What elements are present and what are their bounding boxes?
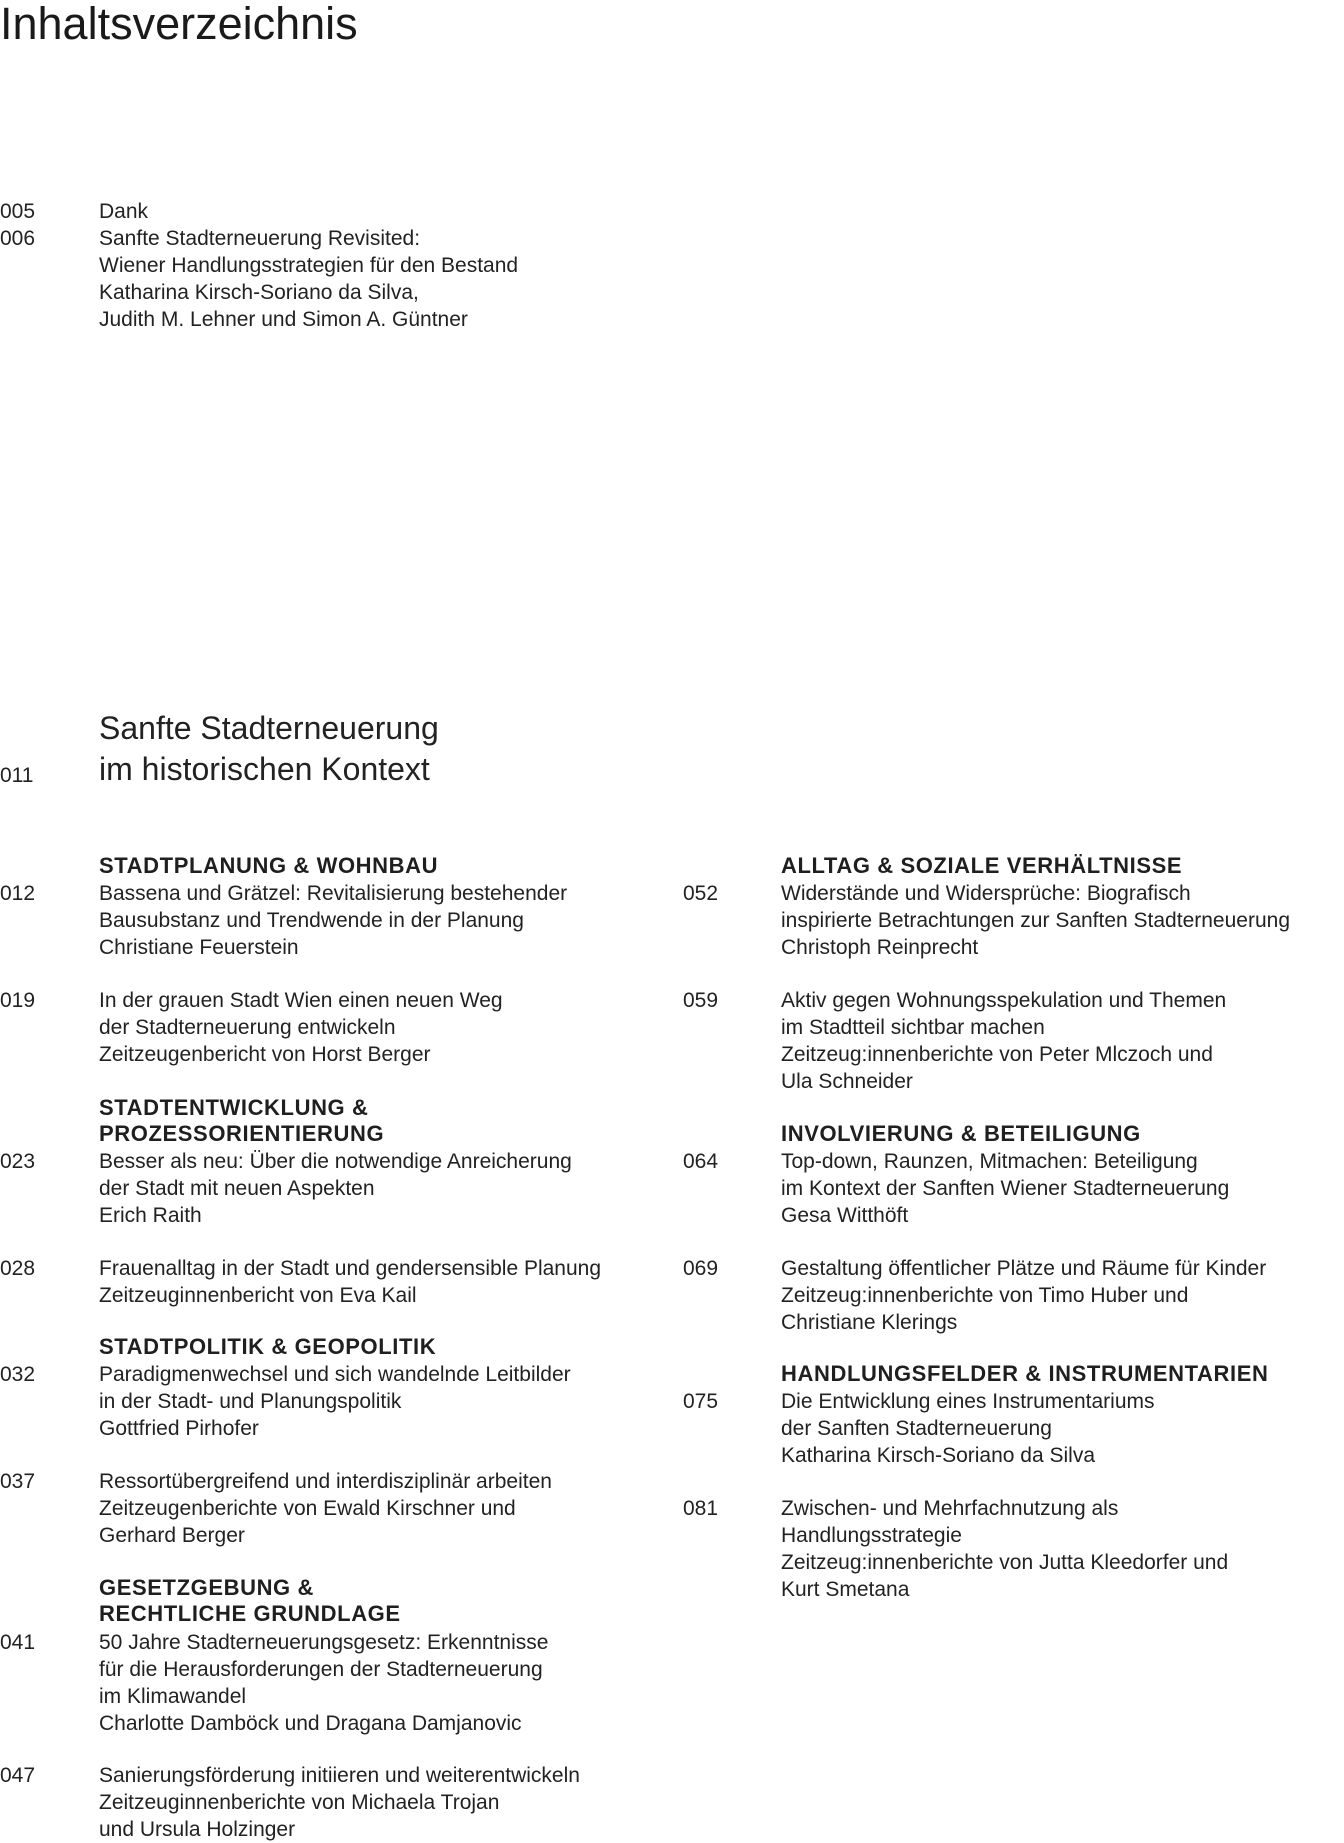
toc-entry-037[interactable] bbox=[0, 1468, 660, 1549]
entry-text: Sanierungsförderung initiieren und weiterentwickeln Zeitzeuginnenberichte von Michaela Trojan und Ursula Holzinger bbox=[99, 1764, 580, 1841]
toc-entry-012[interactable] bbox=[0, 880, 660, 961]
page-number: 059 bbox=[683, 989, 719, 1012]
page-number: 032 bbox=[0, 1363, 36, 1386]
page-number: 012 bbox=[0, 882, 36, 905]
toc-entry-041[interactable] bbox=[0, 1629, 660, 1737]
toc-entry-069[interactable] bbox=[683, 1255, 1343, 1336]
page-number: 069 bbox=[683, 1257, 719, 1280]
page-title: Inhaltsverzeichnis bbox=[0, 0, 358, 49]
toc-entry-005[interactable] bbox=[0, 198, 620, 225]
toc-entry-059[interactable] bbox=[683, 987, 1343, 1095]
entry-text: Frauenalltag in der Stadt und gendersensible Planung Zeitzeuginnenbericht von Eva Kail bbox=[99, 1257, 602, 1307]
page-number: 041 bbox=[0, 1631, 36, 1654]
entry-text: In der grauen Stadt Wien einen neuen Weg der Stadterneuerung entwickeln Zeitzeugenbericht von Horst Berger bbox=[99, 989, 503, 1066]
category-heading: STADTENTWICKLUNG & PROZESSORIENTIERUNG bbox=[99, 1095, 385, 1146]
category-heading: STADTPOLITIK & GEOPOLITIK bbox=[99, 1334, 437, 1359]
category-heading: GESETZGEBUNG & RECHTLICHE GRUNDLAGE bbox=[99, 1575, 401, 1626]
page-number: 005 bbox=[0, 200, 36, 223]
toc-entry-023[interactable] bbox=[0, 1148, 660, 1229]
category-heading: ALLTAG & SOZIALE VERHÄLTNISSE bbox=[781, 853, 1183, 878]
entry-text: Besser als neu: Über die notwendige Anreicherung der Stadt mit neuen Aspekten Erich Raith bbox=[99, 1150, 572, 1227]
entry-text: Paradigmenwechsel und sich wandelnde Leitbilder in der Stadt- und Planungspolitik Gottfried Pirhofer bbox=[99, 1363, 571, 1440]
page-number: 037 bbox=[0, 1470, 36, 1493]
page-number: 019 bbox=[0, 989, 36, 1012]
category-heading: INVOLVIERUNG & BETEILIGUNG bbox=[781, 1121, 1141, 1146]
toc-entry-064[interactable] bbox=[683, 1148, 1343, 1229]
entry-text: Die Entwicklung eines Instrumentariums der Sanften Stadterneuerung Katharina Kirsch-Soriano da Silva bbox=[781, 1390, 1155, 1467]
page-number: 064 bbox=[683, 1150, 719, 1173]
page-number: 052 bbox=[683, 882, 719, 905]
section-title-line: im historischen Kontext bbox=[99, 751, 430, 787]
page-number: 075 bbox=[683, 1390, 719, 1413]
entry-text: Dank bbox=[99, 200, 149, 223]
toc-entry-019[interactable] bbox=[0, 987, 660, 1068]
toc-entry-006[interactable] bbox=[0, 225, 620, 333]
page-number: 006 bbox=[0, 227, 36, 250]
page-number: 047 bbox=[0, 1764, 36, 1787]
category-heading: STADTPLANUNG & WOHNBAU bbox=[99, 853, 439, 878]
page-number: 028 bbox=[0, 1257, 36, 1280]
section-title[interactable] bbox=[0, 708, 700, 798]
entry-text: Bassena und Grätzel: Revitalisierung bestehender Bausubstanz und Trendwende in der Planung Christiane Feuerstein bbox=[99, 882, 568, 959]
entry-text: Top-down, Raunzen, Mitmachen: Beteiligung im Kontext der Sanften Wiener Stadterneuerung Gesa Witthöft bbox=[781, 1150, 1230, 1227]
entry-text: Widerstände und Widersprüche: Biografisch inspirierte Betrachtungen zur Sanften Stadterneuerung Christoph Reinprecht bbox=[781, 882, 1290, 959]
toc-entry-081[interactable] bbox=[683, 1495, 1343, 1603]
entry-text: Aktiv gegen Wohnungsspekulation und Themen im Stadtteil sichtbar machen Zeitzeug:innenberichte von Peter Mlczoch und Ula Schneider bbox=[781, 989, 1227, 1093]
entry-text: Gestaltung öffentlicher Plätze und Räume für Kinder Zeitzeug:innenberichte von Timo Huber und Christiane Klerings bbox=[781, 1257, 1267, 1334]
page-number: 023 bbox=[0, 1150, 36, 1173]
section-title-line: Sanfte Stadterneuerung bbox=[99, 710, 439, 746]
entry-text: Sanfte Stadterneuerung Revisited: Wiener Handlungsstrategien für den Bestand Katharina Kirsch-Soriano da Silva, Judith M. Lehner und Simon A. Güntner bbox=[99, 227, 519, 331]
category-heading: HANDLUNGSFELDER & INSTRUMENTARIEN bbox=[781, 1361, 1269, 1386]
entry-text: 50 Jahre Stadterneuerungsgesetz: Erkenntnisse für die Herausforderungen der Stadterneuerung im Klimawandel Charlotte Damböck und Dragana Damjanovic bbox=[99, 1631, 549, 1735]
section-page-number: 011 bbox=[0, 764, 34, 787]
toc-entry-075[interactable] bbox=[683, 1388, 1343, 1469]
entry-text: Zwischen- und Mehrfachnutzung als Handlungsstrategie Zeitzeug:innenberichte von Jutta Kleedorfer und Kurt Smetana bbox=[781, 1497, 1229, 1601]
page-number: 081 bbox=[683, 1497, 719, 1520]
toc-entry-032[interactable] bbox=[0, 1361, 660, 1442]
toc-entry-047[interactable] bbox=[0, 1762, 660, 1840]
toc-entry-052[interactable] bbox=[683, 880, 1343, 961]
toc-entry-028[interactable] bbox=[0, 1255, 660, 1309]
entry-text: Ressortübergreifend und interdisziplinär arbeiten Zeitzeugenberichte von Ewald Kirschner und Gerhard Berger bbox=[99, 1470, 552, 1547]
